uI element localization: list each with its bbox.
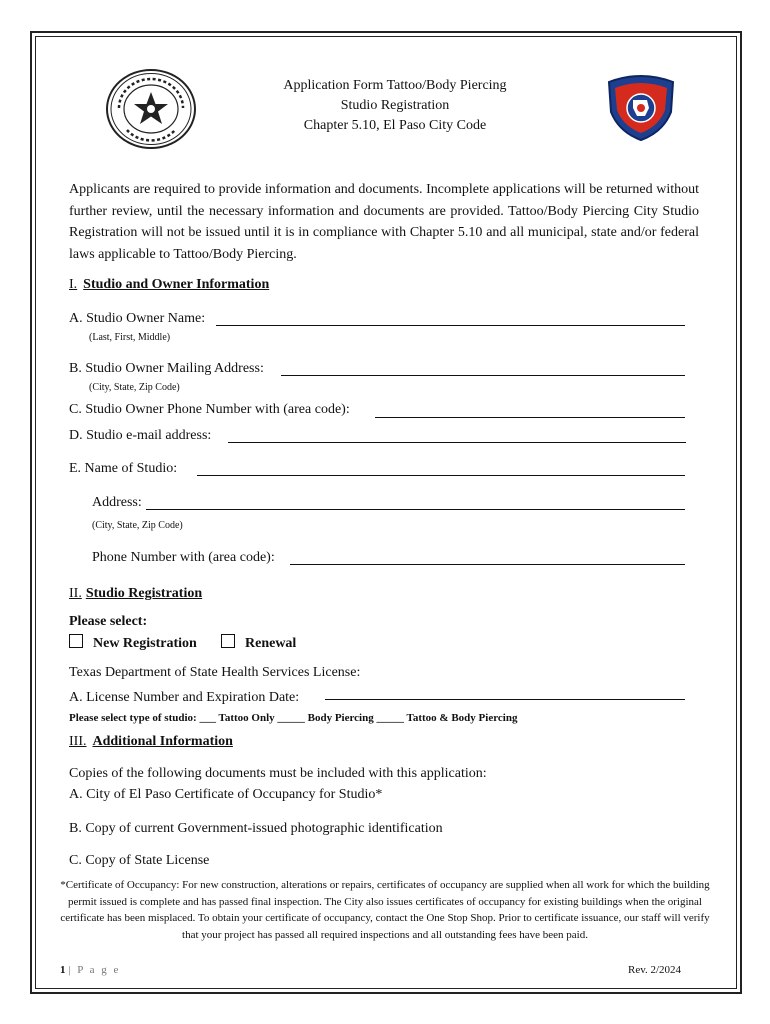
certificate-footnote: *Certificate of Occupancy: For new construction, alterations or repairs, certificates of occupancy are supplied when all work for which the building permit issued is complete and has passed final inspection. The City also issues certificates of occupancy for existing buildings when the original certificate has been misplaced. To obtain your certificate of occupancy, contact the One Stop Shop. Prior to certificate issuance, our staff will verify that your project has passed all required inspections and all outstanding fees have been paid. (60, 879, 710, 941)
section-2-number: II. (69, 586, 82, 601)
new-registration-checkbox[interactable] (69, 634, 83, 648)
dshs-license-label: Texas Department of State Health Services License: (69, 665, 361, 680)
owner-name-hint: (Last, First, Middle) (89, 332, 171, 343)
document-item-c: C. Copy of State License (69, 853, 210, 868)
section-3-number: III. (69, 734, 87, 749)
form-title-line-1: Application Form Tattoo/Body Piercing (283, 78, 507, 93)
owner-phone-label: C. Studio Owner Phone Number with (area code): (69, 402, 350, 417)
owner-name-label: A. Studio Owner Name: (69, 311, 206, 326)
page-number (60, 964, 120, 976)
studio-phone-label: Phone Number with (area code): (92, 550, 275, 565)
license-number-input-line[interactable] (325, 699, 685, 700)
section-3-heading (69, 734, 233, 750)
studio-phone-input-line[interactable] (290, 564, 685, 565)
city-seal-logo (105, 68, 197, 150)
mailing-address-hint: (City, State, Zip Code) (89, 382, 180, 393)
form-title-line-3: Chapter 5.10, El Paso City Code (303, 118, 487, 133)
please-select-label: Please select: (69, 614, 148, 629)
owner-phone-input-line[interactable] (375, 417, 685, 418)
code-compliance-badge-logo (603, 72, 679, 142)
revision-date: Rev. 2/2024 (628, 964, 682, 976)
studio-address-hint: (City, State, Zip Code) (92, 520, 183, 531)
mailing-address-input-line[interactable] (281, 375, 685, 376)
section-1-title: Studio and Owner Information (83, 277, 270, 292)
form-title (230, 76, 560, 136)
studio-name-input-line[interactable] (197, 475, 685, 476)
mailing-address-label: B. Studio Owner Mailing Address: (69, 361, 264, 376)
studio-name-label: E. Name of Studio: (69, 461, 178, 476)
form-title-line-2: Studio Registration (340, 98, 450, 113)
required-documents-intro: Copies of the following documents must be included with this application: (69, 766, 487, 781)
renewal-checkbox[interactable] (221, 634, 235, 648)
page-number-value: 1 (60, 964, 66, 976)
document-item-b: B. Copy of current Government-issued photographic identification (69, 821, 443, 836)
document-item-a: A. City of El Paso Certificate of Occupancy for Studio* (69, 787, 383, 802)
studio-email-label: D. Studio e-mail address: (69, 428, 212, 443)
license-number-label: A. License Number and Expiration Date: (69, 690, 300, 705)
studio-type-selection[interactable]: Please select type of studio: ___ Tattoo Only _____ Body Piercing _____ Tattoo & Body Piercing (69, 712, 518, 724)
section-2-title: Studio Registration (85, 586, 203, 601)
renewal-label: Renewal (245, 636, 297, 651)
new-registration-option[interactable] (69, 634, 197, 652)
studio-address-label: Address: (92, 495, 142, 510)
studio-email-input-line[interactable] (228, 442, 686, 443)
new-registration-label: New Registration (93, 636, 197, 651)
studio-address-input-line[interactable] (146, 509, 685, 510)
intro-paragraph: Applicants are required to provide information and documents. Incomplete applications will be returned without further review, until the necessary information and documents are provided. Tattoo/Body Piercing City Studio Registration will not be issued until it is in compliance with Chapter 5.10 and all municipal, state and/or federal laws applicable to Tattoo/Body Piercing. (69, 182, 699, 262)
owner-name-input-line[interactable] (216, 325, 685, 326)
page-label: | P a g e (68, 964, 121, 976)
section-1-number: I. (69, 277, 78, 292)
section-2-heading (69, 586, 202, 602)
section-3-title: Additional Information (92, 734, 233, 749)
renewal-option[interactable] (221, 634, 296, 652)
section-1-heading (69, 277, 269, 293)
